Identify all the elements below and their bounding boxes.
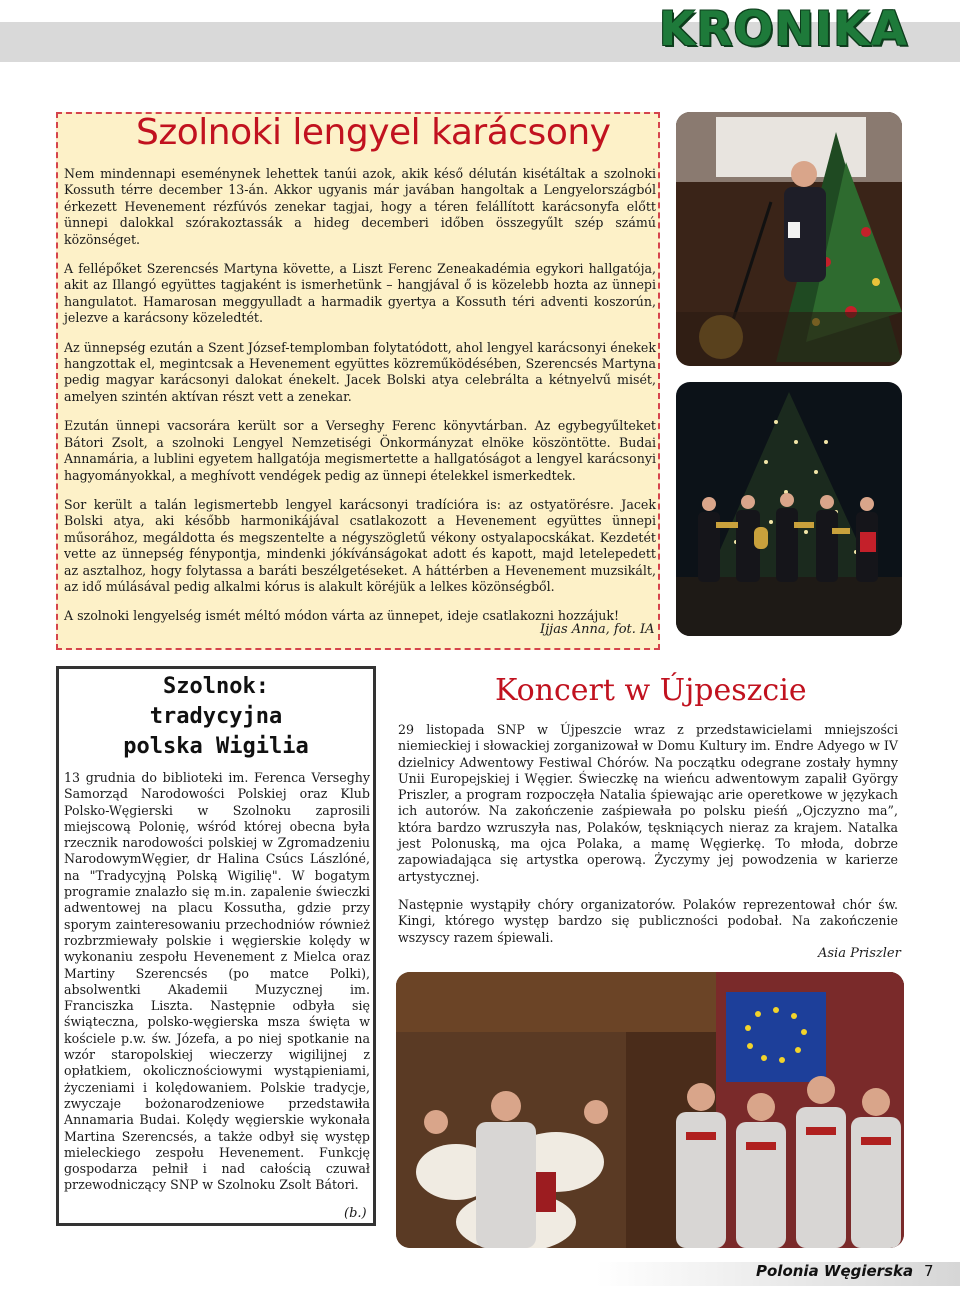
paragraph: Az ünnepség ezután a Szent József-templomban folytatódott, ahol lengyel karácsonyi énekek hangzottak el, megintcsak a Hevenement együttes közreműködésében, Szerencsés Martyna pedig magyar karácsonyi dalokat énekelt. Jacek Bolski atya celebrálta a kétnyelvű misét, amelyen szintén aktívan részt vett a zenekar. [64,339,656,404]
paragraph: Ezután ünnepi vacsorára került sor a Verseghy Ferenc könyvtárban. Az egybegyűlteket Bátori Zsolt, a szolnoki Lengyel Nemzetiségi Önkormányzat elnöke köszöntötte. Budai Annamária, a lublini egyetem hallgatója megismertette a hallgatóságot a lengyel karácsonyi hagyományokkal, a meghívott vendégek pedig az ünnepi ételekkel ismerkedtek. [64,418,656,483]
photo-brass-band [676,382,902,636]
photo-speaker-christmas-tree [676,112,902,366]
section-title: KRONIKA [658,2,908,57]
footer-magazine-name: Polonia Węgierska [756,1262,914,1280]
photo-brass-band-image [676,382,902,636]
hungarian-article-signature: Ijjas Anna, fot. IA [540,622,655,637]
koncert-article-title: Koncert w Újpeszcie [495,673,807,708]
photo-choir-image [396,972,904,1248]
paragraph: Następnie wystąpiły chóry organizatorów. Polaków reprezentował chór św. Kingi, którego występ bardzo się publiczności podobał. Na zakończenie wszyscy razem śpiewali. [398,896,898,945]
hungarian-article-body [64,166,656,638]
title-line: polska Wigilia [123,734,309,759]
photo-choir-eu-flag [396,972,904,1248]
hungarian-article-title: Szolnoki lengyel karácsony [136,112,611,153]
paragraph: Nem mindennapi eseménynek lehettek tanúi azok, akik késő délután kisétáltak a szolnoki Kossuth térre december 13-án. Akkor ugyanis már javában hangoltak a Lengyelországból érkezett Hevenement rézfúvós zenekar tagjai, hogy a téren felállított karácsonyfa előtt ünnepi dalokkal szórakoztassák a hideg decemberi időben összegyűlt szép számú közönséget. [64,166,656,247]
footer-page-number: 7 [924,1262,934,1280]
polish-article-title [86,672,346,762]
polish-article-signature: (b.) [344,1206,367,1221]
paragraph: Sor került a talán legismertebb lengyel karácsonyi tradícióra is: az ostyatörésre. Jacek Bolski atya, aki később harmonikájával csatlakozott a Hevenement együttes ünnepi műsorához, megáldotta és megszentelte a négyszögletű vékony ostyalapocskákat. Kezdetét vette az ünnepség fénypontja, mindenki jókívánságokat adott és kapott, majd letelepedett az asztalhoz, hogy folytassa a baráti beszélgetéseket. A háttérben a Hevenement muzsikált, az idő múlásával pedig alkalmi kórus is alakult köréjük a lelkes közönségből. [64,496,656,594]
paragraph: A fellépőket Szerencsés Martyna követte, a Liszt Ferenc Zeneakadémia egykori hallgatója, akit az Illangó együttes tagjaként is ismerhetünk – hangjával ő is közelebb hozta az ünnepi hangulatot. Hamarosan meggyulladt a harmadik gyertya a Kossuth téri adventi koszorún, jelezve a karácsony közeledtét. [64,261,656,326]
paragraph: 29 listopada SNP w Újpeszcie wraz z przedstawicielami mniejszości niemieckiej i słowackiej zorganizował w Domu Kultury im. Endre Adyego w IV dzielnicy Adwentowy Festiwal Chórów. Na początku odegrane zostały hymny Unii Europejskiej i Węgier. Świeczkę na wieńcu adwentowym zapalił György Priszler, a program rozpoczęła Natalia śpiewając arie operetkowe w językach ich autorów. Na zakończenie zaśpiewała po polsku pieśń „Ojczyzno ma”, która bardzo wzruszyła nas, Polaków, tęskniących nieraz za krajem. Natalka jest Polonuską, ma ojca Polaka, a mamę Węgierkę. To młoda, dobrze zapowiadająca się artystka operową. Życzymy jej powodzenia w karierze artystycznej. [398,722,898,884]
koncert-article-signature: Asia Priszler [818,946,901,961]
title-line: Szolnok: [163,674,269,699]
koncert-article-body [398,722,898,958]
polish-article-body: 13 grudnia do biblioteki im. Ferenca Verseghy Samorząd Narodowości Polskiej oraz Klub Polsko-Węgierski w Szolnoku zaprosili miejscową Polonię, wśród której obecna była rzecznik narodowości polskiej w Zgromadzeniu NarodowymWęgier, dr Halina Csúcs Lászlóné, na "Tradycyjną Polską Wigilię". W bogatym programie znalazło się m.in. zapalenie świeczki adwentowej na placu Kossutha, gdzie przy sporym zainteresowaniu przechodniów również rozbrzmiewały polskie i węgierskie kolędy w wykonaniu zespołu Hevenement z Mielca oraz Martiny Szerencsés (po matce Polki), absolwentki Akademii Muzycznej im. Franciszka Liszta. Następnie odbyła się świąteczna, polsko-węgierska msza święta w kościele p.w. św. Józefa, a po niej spotkanie na wzór staropolskiej wieczerzy wigilijnej z opłatkiem, okolicznościowymi wystąpieniami, życzeniami i kolędowaniem. Polskie tradycje, zwyczaje bożonarodzeniowe przedstawiła Annamaria Budai. Kolędy węgierskie wykonała Martina Szerencsés, a także odbył się występ mieleckiego zespołu Hevenement. Funkcję gospodarza pełnił i nad całością czuwał przewodniczący SNP w Szolnoku Zsolt Bátori. [64,770,370,1193]
title-line: tradycyjna [149,704,283,729]
paragraph: A szolnoki lengyelség ismét méltó módon várta az ünnepet, ideje csatlakozni hozzájuk! [64,608,620,624]
photo-speaker-image [676,112,902,366]
